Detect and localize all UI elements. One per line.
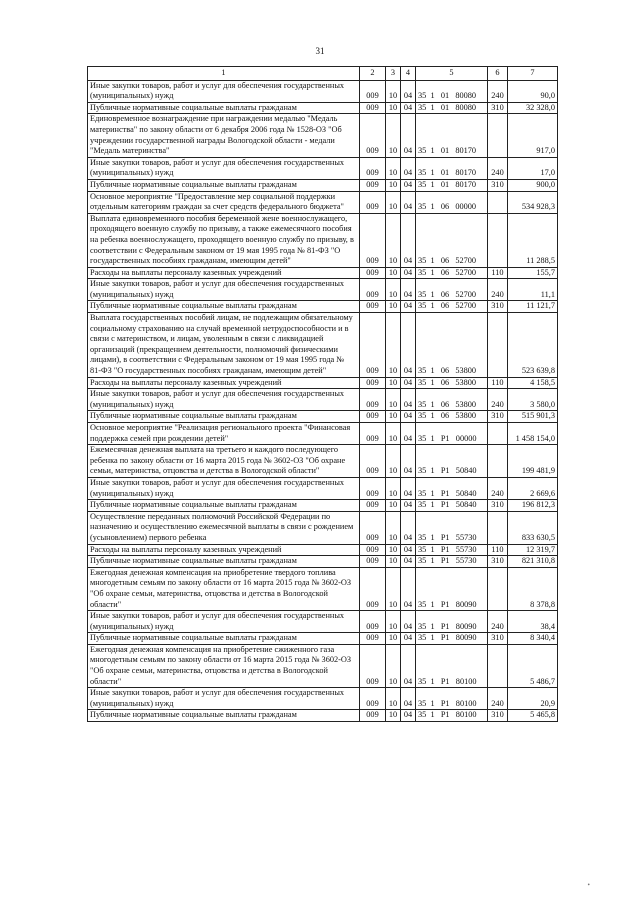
target-article-code: 35 1 06 52700 <box>416 213 488 267</box>
row-description: Единовременное вознаграждение при награждении медалью "Медаль материнства" по закону области от 6 декабря 2006 года № 1528-ОЗ "Об учреждении государственной награды Вологодской области - медали "Медаль материнства" <box>88 114 360 157</box>
subsection-code: 04 <box>401 688 416 710</box>
page-number: 31 <box>315 46 325 56</box>
subsection-code: 04 <box>401 114 416 157</box>
header-cell: 7 <box>508 67 558 81</box>
row-description: Осуществление переданных полномочий Российской Федерации по назначению и осуществлению ежемесячной выплаты в связи с рождением (усыновлением) первого ребенка <box>88 511 360 544</box>
ministry-code: 009 <box>360 688 386 710</box>
subsection-code: 04 <box>401 445 416 478</box>
expense-type-code <box>488 511 508 544</box>
table-row <box>88 191 558 213</box>
row-description: Публичные нормативные социальные выплаты гражданам <box>88 710 360 722</box>
amount: 4 158,5 <box>508 377 558 389</box>
amount: 199 481,9 <box>508 445 558 478</box>
row-description: Расходы на выплаты персоналу казенных учреждений <box>88 267 360 279</box>
subsection-code: 04 <box>401 301 416 313</box>
table-row <box>88 102 558 114</box>
amount: 90,0 <box>508 80 558 102</box>
row-description: Публичные нормативные социальные выплаты гражданам <box>88 633 360 645</box>
amount: 11 288,5 <box>508 213 558 267</box>
expense-type-code: 310 <box>488 633 508 645</box>
ministry-code: 009 <box>360 423 386 445</box>
subsection-code: 04 <box>401 644 416 687</box>
subsection-code: 04 <box>401 556 416 568</box>
section-code: 10 <box>386 80 401 102</box>
table-row <box>88 279 558 301</box>
row-description: Публичные нормативные социальные выплаты гражданам <box>88 411 360 423</box>
table-row <box>88 688 558 710</box>
amount: 196 812,3 <box>508 500 558 512</box>
ministry-code: 009 <box>360 633 386 645</box>
target-article-code: 35 1 06 53800 <box>416 313 488 378</box>
subsection-code: 04 <box>401 213 416 267</box>
ministry-code: 009 <box>360 102 386 114</box>
target-article-code: 35 1 P1 55730 <box>416 544 488 556</box>
expense-type-code: 240 <box>488 688 508 710</box>
header-cell: 4 <box>401 67 416 81</box>
expense-type-code: 240 <box>488 389 508 411</box>
subsection-code: 04 <box>401 611 416 633</box>
amount: 523 639,8 <box>508 313 558 378</box>
amount: 917,0 <box>508 114 558 157</box>
amount: 11,1 <box>508 279 558 301</box>
row-description: Публичные нормативные социальные выплаты гражданам <box>88 179 360 191</box>
section-code: 10 <box>386 633 401 645</box>
ministry-code: 009 <box>360 477 386 499</box>
section-code: 10 <box>386 644 401 687</box>
row-description: Иные закупки товаров, работ и услуг для обеспечения государственных (муниципальных) нужд <box>88 688 360 710</box>
expense-type-code: 240 <box>488 611 508 633</box>
table-row <box>88 544 558 556</box>
target-article-code: 35 1 P1 80090 <box>416 611 488 633</box>
target-article-code: 35 1 06 53800 <box>416 389 488 411</box>
table-row <box>88 611 558 633</box>
section-code: 10 <box>386 611 401 633</box>
table-row <box>88 633 558 645</box>
expense-type-code <box>488 445 508 478</box>
ministry-code: 009 <box>360 191 386 213</box>
amount: 8 340,4 <box>508 633 558 645</box>
target-article-code: 35 1 06 53800 <box>416 411 488 423</box>
row-description: Публичные нормативные социальные выплаты гражданам <box>88 500 360 512</box>
section-code: 10 <box>386 423 401 445</box>
section-code: 10 <box>386 556 401 568</box>
target-article-code: 35 1 P1 80090 <box>416 633 488 645</box>
subsection-code: 04 <box>401 80 416 102</box>
subsection-code: 04 <box>401 511 416 544</box>
row-description: Ежегодная денежная компенсация на приобретение сжиженного газа многодетным семьям по закону области от 16 марта 2015 года № 3602-ОЗ "Об охране семьи, материнства, отцовства и детства в Вологодской области" <box>88 644 360 687</box>
expense-type-code <box>488 191 508 213</box>
amount: 5 486,7 <box>508 644 558 687</box>
section-code: 10 <box>386 313 401 378</box>
ministry-code: 009 <box>360 157 386 179</box>
expense-type-code: 310 <box>488 179 508 191</box>
target-article-code: 35 1 P1 80100 <box>416 710 488 722</box>
subsection-code: 04 <box>401 500 416 512</box>
section-code: 10 <box>386 377 401 389</box>
ministry-code: 009 <box>360 80 386 102</box>
row-description: Ежегодная денежная компенсация на приобретение твердого топлива многодетным семьям по закону области от 16 марта 2015 года № 3602-ОЗ "Об охране семьи, материнства, отцовства и детства в Вологодской области" <box>88 567 360 610</box>
row-description: Публичные нормативные социальные выплаты гражданам <box>88 301 360 313</box>
target-article-code: 35 1 06 53800 <box>416 377 488 389</box>
ministry-code: 009 <box>360 213 386 267</box>
amount: 5 465,8 <box>508 710 558 722</box>
subsection-code: 04 <box>401 544 416 556</box>
amount: 38,4 <box>508 611 558 633</box>
table-row <box>88 157 558 179</box>
ministry-code: 009 <box>360 500 386 512</box>
amount: 833 630,5 <box>508 511 558 544</box>
table-row <box>88 114 558 157</box>
subsection-code: 04 <box>401 102 416 114</box>
ministry-code: 009 <box>360 710 386 722</box>
ministry-code: 009 <box>360 279 386 301</box>
target-article-code: 35 1 P1 50840 <box>416 477 488 499</box>
expense-type-code <box>488 644 508 687</box>
expense-type-code: 240 <box>488 157 508 179</box>
amount: 1 458 154,0 <box>508 423 558 445</box>
target-article-code: 35 1 01 80170 <box>416 114 488 157</box>
section-code: 10 <box>386 500 401 512</box>
table-row <box>88 644 558 687</box>
subsection-code: 04 <box>401 279 416 301</box>
amount: 515 901,3 <box>508 411 558 423</box>
budget-table <box>87 66 558 722</box>
expense-type-code <box>488 567 508 610</box>
ministry-code: 009 <box>360 445 386 478</box>
table-body <box>88 80 558 721</box>
row-description: Иные закупки товаров, работ и услуг для обеспечения государственных (муниципальных) нужд <box>88 279 360 301</box>
ministry-code: 009 <box>360 179 386 191</box>
section-code: 10 <box>386 179 401 191</box>
section-code: 10 <box>386 389 401 411</box>
section-code: 10 <box>386 301 401 313</box>
expense-type-code: 310 <box>488 411 508 423</box>
ministry-code: 009 <box>360 114 386 157</box>
target-article-code: 35 1 06 52700 <box>416 301 488 313</box>
target-article-code: 35 1 P1 00000 <box>416 423 488 445</box>
row-description: Иные закупки товаров, работ и услуг для обеспечения государственных (муниципальных) нужд <box>88 389 360 411</box>
header-cell: 5 <box>416 67 488 81</box>
ministry-code: 009 <box>360 644 386 687</box>
table-row <box>88 313 558 378</box>
header-cell: 2 <box>360 67 386 81</box>
amount: 12 319,7 <box>508 544 558 556</box>
subsection-code: 04 <box>401 567 416 610</box>
target-article-code: 35 1 P1 80090 <box>416 567 488 610</box>
subsection-code: 04 <box>401 389 416 411</box>
row-description: Основное мероприятие "Предоставление мер социальной поддержки отдельным категориям граждан за счет средств федерального бюджета" <box>88 191 360 213</box>
expense-type-code: 310 <box>488 710 508 722</box>
ministry-code: 009 <box>360 301 386 313</box>
expense-type-code: 310 <box>488 102 508 114</box>
section-code: 10 <box>386 544 401 556</box>
expense-type-code <box>488 213 508 267</box>
expense-type-code: 240 <box>488 477 508 499</box>
table-row <box>88 556 558 568</box>
section-code: 10 <box>386 279 401 301</box>
table-row <box>88 445 558 478</box>
subsection-code: 04 <box>401 377 416 389</box>
header-cell: 1 <box>88 67 360 81</box>
target-article-code: 35 1 06 00000 <box>416 191 488 213</box>
expense-type-code <box>488 114 508 157</box>
amount: 2 669,6 <box>508 477 558 499</box>
target-article-code: 35 1 06 52700 <box>416 279 488 301</box>
ministry-code: 009 <box>360 377 386 389</box>
amount: 155,7 <box>508 267 558 279</box>
subsection-code: 04 <box>401 191 416 213</box>
target-article-code: 35 1 06 52700 <box>416 267 488 279</box>
amount: 534 928,3 <box>508 191 558 213</box>
ministry-code: 009 <box>360 567 386 610</box>
amount: 900,0 <box>508 179 558 191</box>
header-cell: 3 <box>386 67 401 81</box>
table-row <box>88 710 558 722</box>
corner-mark: • <box>587 881 590 889</box>
section-code: 10 <box>386 445 401 478</box>
expense-type-code: 310 <box>488 556 508 568</box>
ministry-code: 009 <box>360 267 386 279</box>
row-description: Иные закупки товаров, работ и услуг для обеспечения государственных (муниципальных) нужд <box>88 80 360 102</box>
row-description: Иные закупки товаров, работ и услуг для обеспечения государственных (муниципальных) нужд <box>88 157 360 179</box>
subsection-code: 04 <box>401 157 416 179</box>
subsection-code: 04 <box>401 633 416 645</box>
row-description: Выплата государственных пособий лицам, не подлежащим обязательному социальному страхованию на случай временной нетрудоспособности и в связи с материнством, и лицам, уволенным в связи с ликвидацией организаций (прекращением деятельности, полномочий физическими лицами), в соответствии с Федеральным законом от 19 мая 1995 года № 81-ФЗ "О государственных пособиях гражданам, имеющим детей" <box>88 313 360 378</box>
amount: 821 310,8 <box>508 556 558 568</box>
row-description: Ежемесячная денежная выплата на третьего и каждого последующего ребенка по закону области от 16 марта 2015 года № 3602-ОЗ "Об охране семьи, материнства, отцовства и детства в Вологодской области" <box>88 445 360 478</box>
table-header-row <box>88 67 558 81</box>
expense-type-code: 310 <box>488 301 508 313</box>
section-code: 10 <box>386 213 401 267</box>
target-article-code: 35 1 P1 50840 <box>416 445 488 478</box>
target-article-code: 35 1 01 80170 <box>416 157 488 179</box>
subsection-code: 04 <box>401 179 416 191</box>
table-row <box>88 267 558 279</box>
table-row <box>88 213 558 267</box>
target-article-code: 35 1 01 80080 <box>416 102 488 114</box>
subsection-code: 04 <box>401 267 416 279</box>
table-row <box>88 511 558 544</box>
table-row <box>88 567 558 610</box>
amount: 8 378,8 <box>508 567 558 610</box>
ministry-code: 009 <box>360 411 386 423</box>
amount: 32 328,0 <box>508 102 558 114</box>
target-article-code: 35 1 P1 55730 <box>416 511 488 544</box>
expense-type-code: 110 <box>488 377 508 389</box>
target-article-code: 35 1 01 80080 <box>416 80 488 102</box>
row-description: Публичные нормативные социальные выплаты гражданам <box>88 556 360 568</box>
subsection-code: 04 <box>401 423 416 445</box>
expense-type-code: 240 <box>488 279 508 301</box>
section-code: 10 <box>386 102 401 114</box>
section-code: 10 <box>386 511 401 544</box>
target-article-code: 35 1 P1 80100 <box>416 644 488 687</box>
section-code: 10 <box>386 114 401 157</box>
section-code: 10 <box>386 688 401 710</box>
ministry-code: 009 <box>360 544 386 556</box>
target-article-code: 35 1 01 80170 <box>416 179 488 191</box>
table-row <box>88 377 558 389</box>
section-code: 10 <box>386 477 401 499</box>
section-code: 10 <box>386 710 401 722</box>
section-code: 10 <box>386 267 401 279</box>
table-row <box>88 411 558 423</box>
table-row <box>88 423 558 445</box>
target-article-code: 35 1 P1 50840 <box>416 500 488 512</box>
header-cell: 6 <box>488 67 508 81</box>
ministry-code: 009 <box>360 313 386 378</box>
amount: 17,0 <box>508 157 558 179</box>
section-code: 10 <box>386 411 401 423</box>
table-row <box>88 179 558 191</box>
ministry-code: 009 <box>360 511 386 544</box>
row-description: Иные закупки товаров, работ и услуг для обеспечения государственных (муниципальных) нужд <box>88 477 360 499</box>
expense-type-code: 310 <box>488 500 508 512</box>
subsection-code: 04 <box>401 313 416 378</box>
ministry-code: 009 <box>360 611 386 633</box>
row-description: Расходы на выплаты персоналу казенных учреждений <box>88 544 360 556</box>
amount: 11 121,7 <box>508 301 558 313</box>
row-description: Выплата единовременного пособия беременной жене военнослужащего, проходящего военную службу по призыву, а также ежемесячного пособия на ребенка военнослужащего, проходящего военную службу по призыву, в соответствии с Федеральным законом от 19 мая 1995 года № 81-ФЗ "О государственных пособиях гражданам, имеющим детей" <box>88 213 360 267</box>
section-code: 10 <box>386 567 401 610</box>
row-description: Иные закупки товаров, работ и услуг для обеспечения государственных (муниципальных) нужд <box>88 611 360 633</box>
target-article-code: 35 1 P1 55730 <box>416 556 488 568</box>
section-code: 10 <box>386 191 401 213</box>
amount: 3 580,0 <box>508 389 558 411</box>
row-description: Расходы на выплаты персоналу казенных учреждений <box>88 377 360 389</box>
expense-type-code <box>488 313 508 378</box>
section-code: 10 <box>386 157 401 179</box>
subsection-code: 04 <box>401 477 416 499</box>
table-row <box>88 500 558 512</box>
expense-type-code <box>488 423 508 445</box>
table-row <box>88 389 558 411</box>
row-description: Публичные нормативные социальные выплаты гражданам <box>88 102 360 114</box>
table-row <box>88 477 558 499</box>
target-article-code: 35 1 P1 80100 <box>416 688 488 710</box>
amount: 20,9 <box>508 688 558 710</box>
row-description: Основное мероприятие "Реализация регионального проекта "Финансовая поддержка семей при рождении детей" <box>88 423 360 445</box>
ministry-code: 009 <box>360 389 386 411</box>
table-row <box>88 80 558 102</box>
subsection-code: 04 <box>401 411 416 423</box>
table-row <box>88 301 558 313</box>
ministry-code: 009 <box>360 556 386 568</box>
expense-type-code: 110 <box>488 267 508 279</box>
subsection-code: 04 <box>401 710 416 722</box>
expense-type-code: 240 <box>488 80 508 102</box>
expense-type-code: 110 <box>488 544 508 556</box>
